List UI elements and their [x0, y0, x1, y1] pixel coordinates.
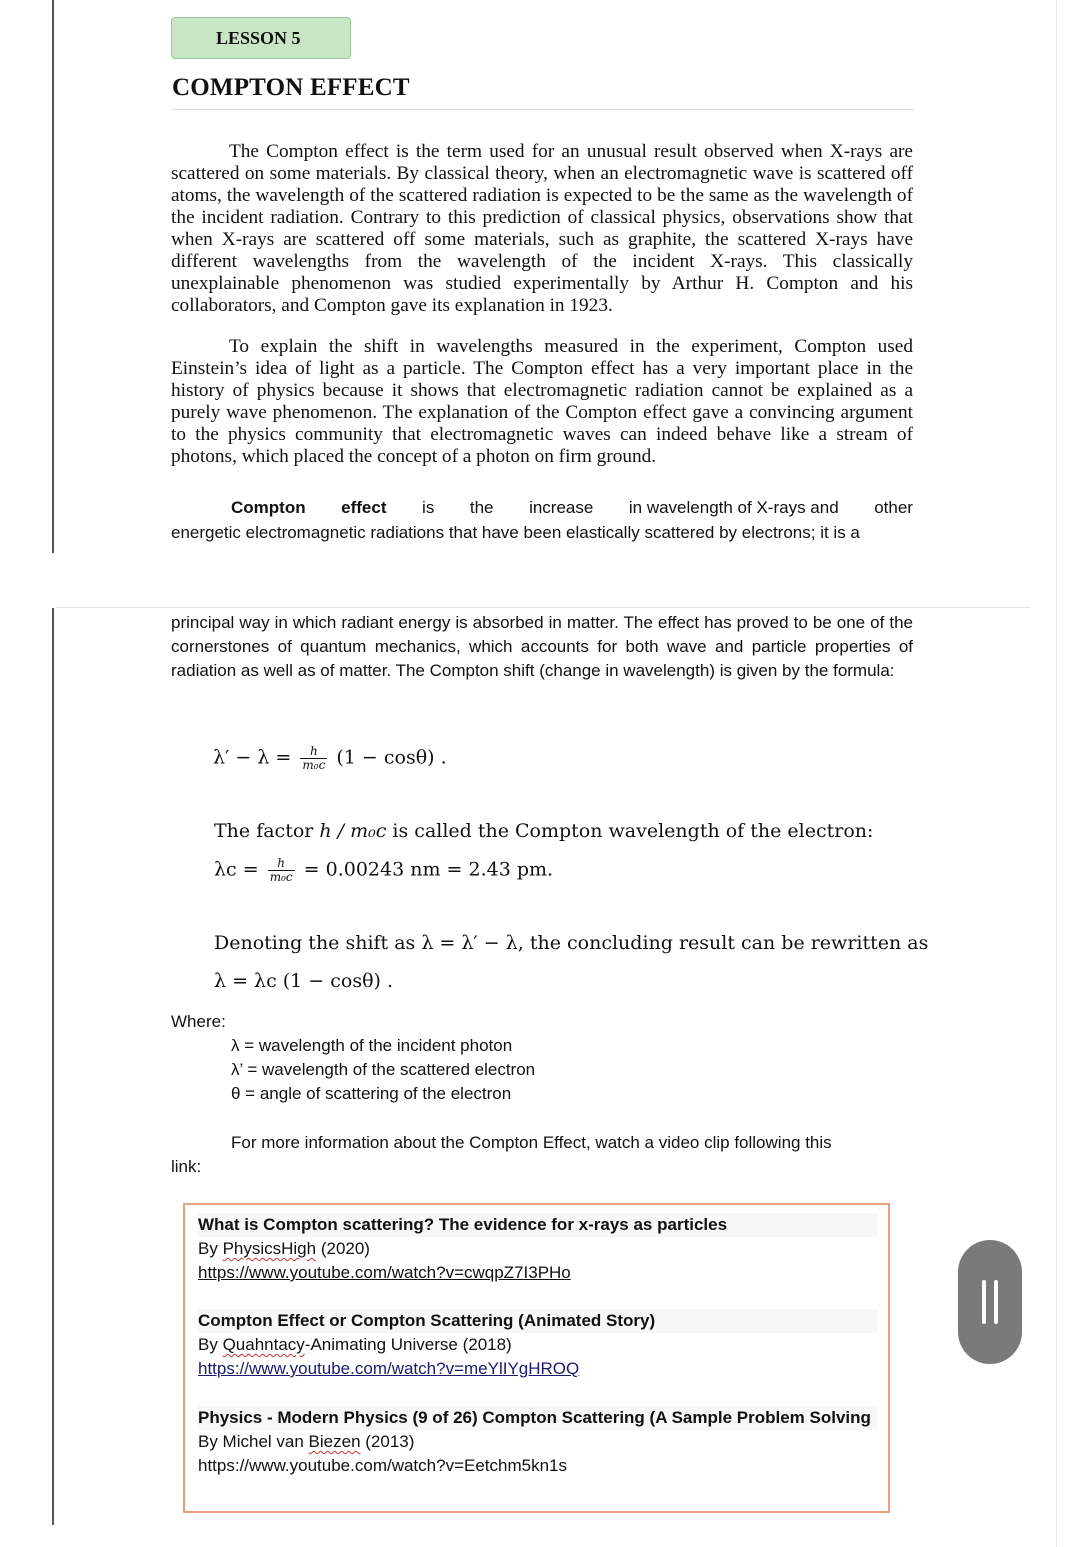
grip-icon	[982, 1280, 986, 1324]
definition-word: other	[874, 498, 913, 517]
video-byline: By Quahntacy-Animating Universe (2018)	[198, 1335, 512, 1354]
grip-icon	[994, 1280, 998, 1324]
formula-fraction: $\frac{h}{\text{m₀c}}$	[302, 744, 326, 772]
video-entry	[198, 1213, 878, 1285]
video-links-box	[183, 1203, 890, 1513]
title-divider	[172, 109, 914, 110]
where-item: θ = angle of scattering of the electron	[231, 1084, 512, 1103]
left-margin-rule-bottom	[52, 608, 54, 1525]
definition-word: in wavelength of X-rays and	[628, 498, 839, 517]
where-item: λ’ = wavelength of the scattered electron	[231, 1060, 536, 1079]
definition-word: is	[422, 498, 435, 517]
lesson-badge: LESSON 5	[171, 17, 351, 59]
definition-line-1	[231, 498, 913, 518]
formula-fraction: $\frac{h}{\text{m₀c}}$	[269, 856, 293, 884]
definition-term-word1: Compton	[231, 498, 306, 517]
denoting-shift-text: Denoting the shift as λ = λ′ − λ, the concluding result can be rewritten as	[214, 932, 929, 954]
video-link[interactable]: https://www.youtube.com/watch?v=meYlIYgHROQ	[198, 1359, 580, 1378]
video-link[interactable]: https://www.youtube.com/watch?v=Eetchm5kn1s	[198, 1456, 567, 1475]
where-item: λ = wavelength of the incident photon	[231, 1036, 513, 1055]
video-entry	[198, 1309, 878, 1381]
page-break-line	[56, 607, 1030, 608]
more-info-text: For more information about the Compton Effect, watch a video clip following this	[231, 1133, 832, 1152]
compton-shift-formula: λ′ − λ = $\frac{h}{\text{m₀c}}$ (1 − cosθ) .	[213, 744, 447, 772]
explanation-paragraph: To explain the shift in wavelengths measured in the experiment, Compton used Einstein’s idea of light as a particle. The Compton effect has a very important place in the history of physics because it shows that electromagnetic radiation cannot be explained as a purely wave phenomenon. The explanation of the Compton effect gave a convincing argument to the physics community that electromagnetic waves can indeed behave like a stream of photons, which placed the concept of a photon on firm ground.	[171, 336, 913, 467]
definition-word: increase	[529, 498, 594, 517]
definition-line-2: energetic electromagnetic radiations that have been elastically scattered by electrons; it is a	[171, 523, 860, 542]
video-title: What is Compton scattering? The evidence for x-rays as particles	[198, 1213, 878, 1237]
video-title: Physics - Modern Physics (9 of 26) Compton Scattering (A Sample Problem Solving	[198, 1406, 878, 1430]
definition-continued: principal way in which radiant energy is absorbed in matter. The effect has proved to be one of the cornerstones of quantum mechanics, which accounts for both wave and particle properties of radiation as well as of matter. The Compton shift (change in wavelength) is given by the formula:	[171, 613, 913, 680]
definition-term-word2: effect	[341, 498, 387, 517]
link-label: link:	[171, 1157, 202, 1176]
video-link[interactable]: https://www.youtube.com/watch?v=cwqpZ7I3PHo	[198, 1263, 571, 1282]
definition-word: the	[469, 498, 494, 517]
right-page-edge	[1056, 0, 1057, 1547]
where-label: Where:	[171, 1012, 226, 1031]
page-title: COMPTON EFFECT	[172, 74, 410, 101]
left-margin-rule-top	[52, 0, 54, 553]
concluding-formula: λ = λc (1 − cosθ) .	[214, 970, 394, 992]
video-byline: By PhysicsHigh (2020)	[198, 1239, 370, 1258]
compton-wavelength-text: The factor h / m₀c is called the Compton wavelength of the electron:	[214, 820, 874, 842]
compton-wavelength-formula: λc = $\frac{h}{\text{m₀c}}$ = 0.00243 nm = 2.43 pm.	[214, 856, 554, 884]
video-byline: By Michel van Biezen (2013)	[198, 1432, 415, 1451]
video-entry	[198, 1406, 878, 1478]
intro-paragraph: The Compton effect is the term used for an unusual result observed when X-rays are scattered on some materials. By classical theory, when an electromagnetic wave is scattered off atoms, the wavelength of the scattered radiation is expected to be the same as the wavelength of the incident radiation. Contrary to this prediction of classical physics, observations show that when X-rays are scattered off some materials, such as graphite, the scattered X-rays have different wavelengths from the wavelength of the incident X-rays. This classically unexplainable phenomenon was studied experimentally by Arthur H. Compton and his collaborators, and Compton gave its explanation in 1923.	[171, 141, 913, 316]
scroll-handle[interactable]	[958, 1240, 1022, 1364]
video-title: Compton Effect or Compton Scattering (Animated Story)	[198, 1309, 878, 1333]
